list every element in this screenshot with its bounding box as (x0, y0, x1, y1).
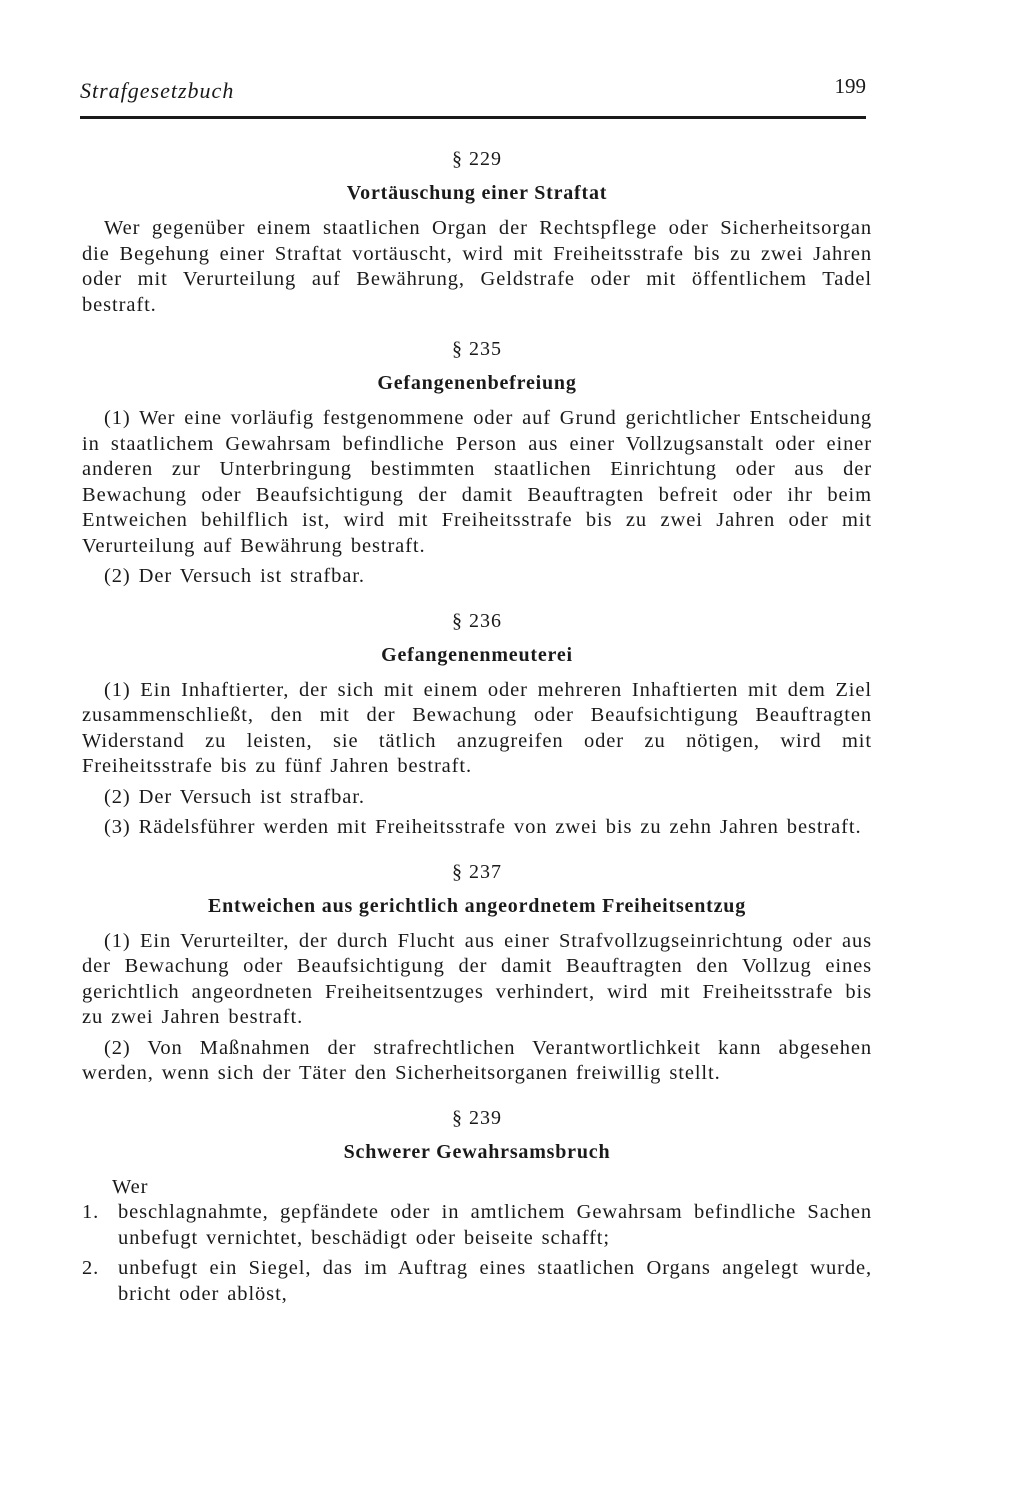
paragraph: (2) Der Versuch ist strafbar. (104, 785, 365, 808)
paragraph: (1) Ein Inhaftierter, der sich mit einem oder mehreren Inhaftierten mit dem Ziel zusammenschließt, den mit der Bewachung oder Beaufsichtigung Beauftragten Widerstand zu leisten, sie tätlich anzugreifen oder zu nötigen, wird mit Freiheitsstrafe bis zu fünf Jahren bestraft. (82, 678, 872, 777)
paragraph: (3) Rädelsführer werden mit Freiheitsstrafe von zwei bis zu zehn Jahren bestraft. (104, 816, 862, 838)
list-text: unbefugt ein Siegel, das im Auftrag eines staatlichen Organs angelegt wurde, bricht oder ablöst, (118, 1257, 872, 1305)
section-number: § 229 (452, 148, 502, 170)
page-header (80, 72, 866, 119)
section-number: § 239 (452, 1106, 502, 1129)
section-number: § 235 (452, 338, 502, 360)
section-number: § 236 (452, 609, 502, 632)
section-title: Gefangenenbefreiung (377, 372, 577, 394)
paragraph: Wer gegenüber einem staatlichen Organ der Rechtspflege oder Sicherheitsorgan die Begehung einer Straftat vortäuscht, wird mit Freiheitsstrafe bis zu zwei Jahren oder mit Verurteilung auf Bewährung, Geldstrafe oder mit öffentlichem Tadel bestraft. (82, 217, 872, 316)
page-content (82, 146, 872, 1325)
list-number: 2. (82, 1257, 100, 1279)
section-236 (82, 608, 872, 841)
paragraph: (1) Ein Verurteilter, der durch Flucht aus einer Strafvollzugseinrichtung oder aus der Bewachung oder Beaufsichtigung der damit Beauftragten den Vollzug eines gerichtlich angeordneten Freiheitsentzuges verhindert, wird mit Freiheitsstrafe bis zu zwei Jahren bestraft. (82, 929, 872, 1028)
list-item (82, 1256, 872, 1307)
running-title: Strafgesetzbuch (80, 78, 235, 103)
section-235 (82, 336, 872, 590)
paragraph: (1) Wer eine vorläufig festgenommene oder auf Grund gerichtlicher Entscheidung in staatlichem Gewahrsam befindliche Person aus einer Vollzugsanstalt oder einer anderen zur Unterbringung bestimmten staatlichen Einrichtung oder aus der Bewachung oder Beaufsichtigung der damit Beauftragten befreit oder ihr beim Entweichen behilflich ist, wird mit Freiheitsstrafe bis zu zwei Jahren oder mit Verurteilung auf Bewährung bestraft. (82, 407, 872, 557)
section-229 (82, 146, 872, 318)
section-number: § 237 (452, 860, 502, 883)
section-title: Gefangenenmeuterei (381, 643, 573, 666)
list-number: 1. (82, 1201, 100, 1223)
section-237 (82, 859, 872, 1087)
paragraph: (2) Von Maßnahmen der strafrechtlichen Verantwortlichkeit kann abgesehen werden, wenn sich der Täter den Sicherheitsorganen freiwillig stellt. (82, 1036, 872, 1084)
lead-word: Wer (112, 1175, 149, 1198)
list-text: beschlagnahmte, gepfändete oder in amtlichem Gewahrsam befindliche Sachen unbefugt vernichtet, beschädigt oder beiseite schafft; (118, 1201, 872, 1249)
list-item (82, 1200, 872, 1251)
section-title: Entweichen aus gerichtlich angeordnetem Freiheitsentzug (207, 894, 746, 917)
section-239 (82, 1105, 872, 1308)
section-title: Schwerer Gewahrsamsbruch (343, 1140, 611, 1163)
page-number: 199 (834, 74, 866, 98)
section-title: Vortäuschung einer Straftat (346, 182, 608, 204)
paragraph: (2) Der Versuch ist strafbar. (104, 565, 365, 587)
